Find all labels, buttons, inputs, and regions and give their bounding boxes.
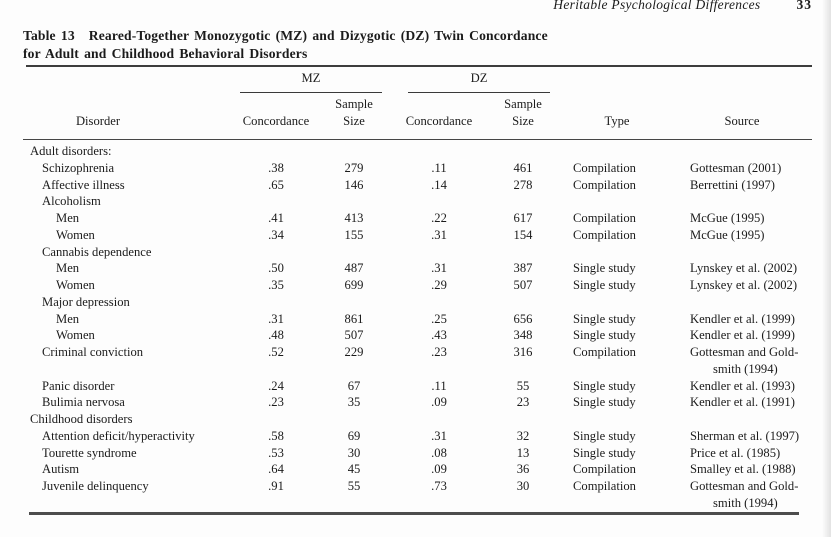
mz-sample-size-cell: 229 (344, 345, 364, 359)
mz-concordance-cell: .50 (268, 261, 284, 276)
disorder-cell: Bulimia nervosa (42, 395, 125, 410)
dz-sample-size-cell (484, 411, 562, 428)
mz-concordance-cell: .41 (268, 211, 284, 225)
type-cell (562, 193, 672, 210)
source-cell (672, 210, 812, 227)
mz-sample-size-cell (314, 244, 394, 261)
dz-concordance-cell: .31 (431, 428, 447, 443)
disorder-cell: Criminal conviction (42, 345, 144, 359)
type-cell: Single study (573, 278, 636, 292)
source-line: Gottesman and Gold- (690, 479, 799, 493)
dz-concordance-cell: .09 (431, 395, 447, 410)
disorder-cell: Affective illness (42, 177, 125, 192)
source-cell (672, 478, 812, 512)
source-cell (672, 193, 812, 210)
dz-sample-size-cell (484, 244, 562, 261)
dz-concordance-cell (394, 294, 484, 311)
table-body (23, 143, 812, 512)
dz-concordance-cell: .73 (431, 479, 447, 493)
type-cell (562, 294, 672, 311)
source-cell (672, 378, 812, 395)
source-line: Gottesman and Gold- (690, 345, 799, 359)
table-bottom-rule (29, 512, 799, 515)
source-line: Lynskey et al. (2002) (690, 261, 798, 276)
type-cell: Compilation (573, 211, 636, 225)
page-number: 33 (796, 0, 812, 12)
mz-concordance-cell: .24 (268, 378, 284, 393)
mz-concordance-cell: .52 (268, 345, 284, 359)
dz-sample-size-cell: 55 (516, 378, 530, 393)
type-cell: Compilation (573, 227, 636, 242)
mz-concordance-cell (238, 411, 314, 428)
type-cell: Compilation (573, 177, 636, 192)
type-cell (562, 411, 672, 428)
disorder-cell: Alcoholism (42, 194, 101, 209)
mz-concordance-cell (238, 143, 314, 160)
source-cell (672, 445, 812, 462)
dz-concordance-cell: .11 (431, 378, 447, 393)
dz-concordance-cell (394, 411, 484, 428)
table-caption-line2: for Adult and Childhood Behavioral Disorders (23, 45, 308, 61)
disorder-cell: Juvenile delinquency (42, 479, 149, 493)
source-cell (672, 177, 812, 194)
mz-concordance-cell: .53 (268, 445, 284, 460)
column-header-mz-sample-size: Sample Size (335, 97, 373, 128)
table-row (23, 210, 812, 227)
type-cell: Compilation (573, 479, 636, 493)
table-row (23, 193, 812, 210)
type-cell: Single study (573, 395, 636, 410)
running-head-title: Heritable Psychological Differences (553, 0, 761, 12)
mz-sample-size-cell: 487 (344, 261, 364, 276)
dz-concordance-cell: .25 (431, 311, 447, 326)
mz-sample-size-cell (314, 294, 394, 311)
mz-concordance-cell (238, 294, 314, 311)
dz-concordance-cell: .43 (431, 328, 447, 343)
dz-sample-size-cell: 461 (513, 160, 533, 175)
source-line: Berrettini (1997) (690, 177, 775, 192)
table-row (23, 428, 812, 445)
dz-concordance-cell: .23 (431, 345, 447, 359)
dz-sample-size-cell: 656 (513, 311, 533, 326)
source-cell (672, 394, 812, 411)
dz-sample-size-cell: 23 (516, 395, 530, 410)
mz-concordance-cell: .64 (268, 462, 284, 477)
mz-sample-size-cell (314, 193, 394, 210)
mz-sample-size-cell: 413 (344, 211, 364, 225)
dz-sample-size-cell (484, 193, 562, 210)
disorder-cell: Tourette syndrome (42, 445, 137, 460)
table-label: Table 13 (23, 28, 75, 43)
running-head (0, 0, 812, 12)
column-header-source: Source (724, 113, 760, 128)
disorder-cell: Panic disorder (42, 378, 115, 393)
scan-edge-shadow (822, 0, 831, 537)
table-top-rule (26, 65, 812, 67)
mz-concordance-cell: .65 (268, 177, 284, 192)
source-cell (672, 143, 812, 160)
mz-sample-size-cell: 507 (344, 328, 364, 343)
source-line: Gottesman (2001) (690, 160, 782, 175)
dz-sample-size-cell: 36 (516, 462, 530, 477)
table-title-line1 (23, 27, 663, 45)
mz-sample-size-cell: 146 (344, 177, 364, 192)
source-cell (672, 411, 812, 428)
table-row (23, 160, 812, 177)
source-line: Kendler et al. (1999) (690, 311, 795, 326)
dz-sample-size-cell: 13 (516, 445, 530, 460)
disorder-cell: Childhood disorders (30, 412, 133, 426)
dz-sample-size-cell: 316 (513, 345, 533, 359)
mz-concordance-cell: .48 (268, 328, 284, 343)
type-cell: Single study (573, 428, 636, 443)
dz-concordance-cell: .31 (431, 227, 447, 242)
source-line: McGue (1995) (690, 227, 765, 242)
mz-sample-size-cell: 279 (344, 160, 364, 175)
source-cell (672, 244, 812, 261)
column-header-dz-sample-size: Sample Size (504, 97, 542, 128)
mz-sample-size-cell: 155 (344, 227, 364, 242)
dz-sample-size-cell: 32 (516, 428, 530, 443)
type-cell: Single study (573, 311, 636, 326)
column-header-disorder: Disorder (75, 113, 121, 128)
group-header-row (23, 70, 812, 93)
dz-sample-size-cell: 30 (516, 479, 530, 493)
dz-sample-size-cell: 154 (513, 227, 533, 242)
table-row (23, 177, 812, 194)
table-row (23, 344, 812, 378)
disorder-cell: Adult disorders: (30, 144, 112, 158)
mz-sample-size-cell: 67 (347, 378, 361, 393)
group-header-spacer (23, 70, 238, 93)
mz-concordance-cell: .91 (268, 479, 284, 493)
column-header-row (23, 96, 812, 134)
disorder-cell: Men (56, 211, 80, 225)
mz-concordance-cell (238, 193, 314, 210)
source-line: McGue (1995) (690, 211, 765, 225)
dz-sample-size-cell: 348 (513, 328, 533, 343)
source-continuation-line: smith (1994) (713, 361, 778, 376)
mz-sample-size-cell: 55 (347, 479, 361, 493)
dz-sample-size-cell (484, 294, 562, 311)
type-cell: Single study (573, 378, 636, 393)
source-line: Lynskey et al. (2002) (690, 278, 798, 292)
column-header-dz-concordance: Concordance (405, 113, 473, 128)
mz-sample-size-cell (314, 143, 394, 160)
mz-concordance-cell: .35 (268, 278, 284, 292)
table-header (23, 70, 812, 134)
source-cell (672, 311, 812, 328)
table-row (23, 244, 812, 261)
disorder-cell: Women (56, 227, 95, 242)
type-cell (562, 143, 672, 160)
dz-sample-size-cell: 387 (513, 261, 533, 276)
type-cell (562, 244, 672, 261)
table-row (23, 277, 812, 294)
source-cell (672, 227, 812, 244)
group-header-dz: DZ (408, 70, 550, 93)
disorder-cell: Cannabis dependence (42, 244, 152, 259)
table-row (23, 294, 812, 311)
source-cell (672, 327, 812, 344)
source-line: Kendler et al. (1993) (690, 378, 795, 393)
disorder-cell: Women (56, 328, 95, 343)
table-row (23, 461, 812, 478)
mz-concordance-cell: .34 (268, 227, 284, 242)
mz-sample-size-cell: 30 (347, 445, 361, 460)
source-cell (672, 260, 812, 277)
source-line: Sherman et al. (1997) (690, 428, 800, 443)
dz-concordance-cell: .22 (431, 211, 447, 225)
table-row (23, 260, 812, 277)
column-header-type: Type (604, 113, 630, 128)
mz-concordance-cell: .58 (268, 428, 284, 443)
type-cell: Single study (573, 261, 636, 276)
source-cell (672, 294, 812, 311)
column-header-mz-concordance: Concordance (242, 113, 310, 128)
mz-sample-size-cell: 35 (347, 395, 361, 410)
disorder-cell: Men (56, 311, 80, 326)
dz-concordance-cell: .14 (431, 177, 447, 192)
dz-concordance-cell: .29 (431, 278, 447, 292)
mz-sample-size-cell: 861 (344, 311, 364, 326)
mz-concordance-cell (238, 244, 314, 261)
dz-concordance-cell: .08 (431, 445, 447, 460)
dz-sample-size-cell (484, 143, 562, 160)
type-cell: Compilation (573, 160, 636, 175)
mz-concordance-cell: .31 (268, 311, 284, 326)
source-line: Kendler et al. (1999) (690, 328, 795, 343)
disorder-cell: Men (56, 261, 80, 276)
disorder-cell: Women (56, 278, 95, 292)
dz-concordance-cell: .31 (431, 261, 447, 276)
source-line: Smalley et al. (1988) (690, 462, 796, 477)
dz-sample-size-cell: 278 (513, 177, 533, 192)
dz-sample-size-cell: 617 (513, 211, 533, 225)
disorder-cell: Autism (42, 462, 80, 477)
group-header-mz: MZ (240, 70, 382, 93)
header-divider-rule (23, 139, 812, 140)
source-cell (672, 461, 812, 478)
dz-concordance-cell (394, 244, 484, 261)
source-cell (672, 277, 812, 294)
source-cell (672, 160, 812, 177)
mz-concordance-cell: .23 (268, 395, 284, 410)
source-cell (672, 428, 812, 445)
table-row (23, 143, 812, 160)
source-line: Kendler et al. (1991) (690, 395, 795, 410)
dz-concordance-cell: .09 (431, 462, 447, 477)
mz-sample-size-cell (314, 411, 394, 428)
disorder-cell: Attention deficit/hyperactivity (42, 428, 195, 443)
table-row (23, 227, 812, 244)
source-cell (672, 344, 812, 378)
table-row (23, 411, 812, 428)
source-continuation-line: smith (1994) (713, 495, 778, 510)
table-row (23, 378, 812, 395)
table-row (23, 311, 812, 328)
mz-concordance-cell: .38 (268, 160, 284, 175)
type-cell: Single study (573, 445, 636, 460)
type-cell: Compilation (573, 462, 636, 477)
table-caption-line1: Reared-Together Monozygotic (MZ) and Dizygotic (DZ) Twin Concordance (88, 28, 548, 43)
mz-sample-size-cell: 69 (347, 428, 361, 443)
table-row (23, 327, 812, 344)
dz-concordance-cell: .11 (431, 160, 447, 175)
source-line: Price et al. (1985) (690, 445, 781, 460)
table-row (23, 394, 812, 411)
disorder-cell: Schizophrenia (42, 160, 115, 175)
table-row (23, 478, 812, 512)
table-title (23, 27, 663, 62)
type-cell: Single study (573, 328, 636, 343)
dz-concordance-cell (394, 193, 484, 210)
disorder-cell: Major depression (42, 294, 130, 309)
dz-sample-size-cell: 507 (513, 278, 533, 292)
table-row (23, 445, 812, 462)
type-cell: Compilation (573, 345, 636, 359)
mz-sample-size-cell: 45 (347, 462, 361, 477)
dz-concordance-cell (394, 143, 484, 160)
mz-sample-size-cell: 699 (344, 278, 364, 292)
